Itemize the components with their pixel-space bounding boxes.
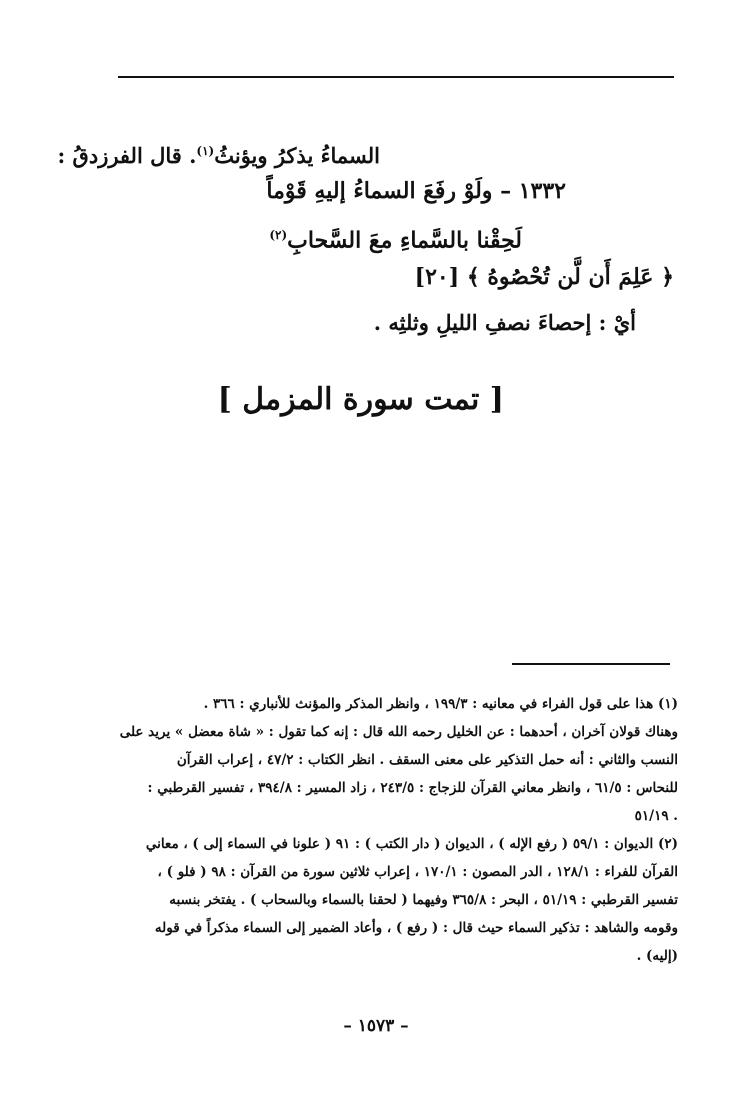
header-rule (118, 76, 674, 78)
quran-verse-text: عَلِمَ أَن لَّن تُحْصُوهُ (487, 264, 654, 290)
footnote-line: وهناك قولان آخران ، أحدهما : عن الخليل رحمه الله قال : إنه كما تقول : « شاة معضل » يريد على (119, 724, 678, 740)
footnote-line: النسب والثاني : أنه حمل التذكير على معنى السقف . انظر الكتاب : ٤٧/٢ ، إعراب القرآن (176, 752, 678, 768)
quran-close-bracket: ﴾ (466, 264, 480, 290)
quran-verse-number: [٢٠] (414, 264, 460, 290)
footnote-line: للنحاس : ٦١/٥ ، وانظر معاني القرآن للزجاج : ٢٤٣/٥ ، زاد المسير : ٣٩٤/٨ ، تفسير القرطبي : (147, 780, 678, 796)
footnote-rule (512, 663, 670, 665)
footnote-line: ٥١/١٩ . (634, 808, 678, 824)
poetry-verse-first-hemistich: ١٣٣٢ – ولَوْ رفَعَ السماءُ إليهِ قَوْماً (266, 178, 566, 204)
poetry-verse-second-hemistich: لَحِقْنا بالسَّماءِ معَ السَّحابِ$^{(٢)}$ (269, 227, 522, 254)
footnote-ref-1: (١) (196, 144, 215, 158)
footnote-line: (٢) الديوان : ٥٩/١ ( رفع الإله ) ، الديوان ( دار الكتب ) : ٩١ ( علونا في السماء إلى ) ، معاني (145, 836, 678, 852)
quran-verse (415, 262, 674, 292)
footnote-line: القرآن للفراء : ١٢٨/١ ، الدر المصون : ١٧٠/١ ، إعراب ثلاثين سورة من القرآن : ٩٨ ( فلو ) ، (157, 864, 678, 880)
footnote-line: تفسير القرطبي : ٥١/١٩ ، البحر : ٣٦٥/٨ وفيهما ( لحقنا بالسماء وبالسحاب ) . يفتخر بنسبه (169, 892, 678, 908)
footnote-ref-2: (٢) (269, 228, 288, 242)
surah-end-heading: [ تمت سورة المزمل ] (217, 382, 504, 417)
quran-open-bracket: ﴿ (661, 264, 674, 290)
footnote-line: وقومه والشاهد : تذكير السماء حيث قال : ( رفع ) ، وأعاد الضمير إلى السماء مذكراً في قوله (154, 920, 678, 936)
footnote-line: (١) هذا على قول الفراء في معانيه : ١٩٩/٣ ، وانظر المذكر والمؤنث للأنباري : ٣٦٦ . (203, 696, 678, 712)
page-number: – ١٥٧٣ – (343, 1016, 409, 1036)
footnote-line: (إليه) . (636, 948, 678, 964)
verse-explanation: أيْ : إحصاءَ نصفِ الليلِ وثلثِه . (373, 310, 636, 335)
main-text-line: السماءُ يذكرُ ويؤنثُ$^{(١)}$. قال الفرزدقُ : (57, 143, 380, 168)
